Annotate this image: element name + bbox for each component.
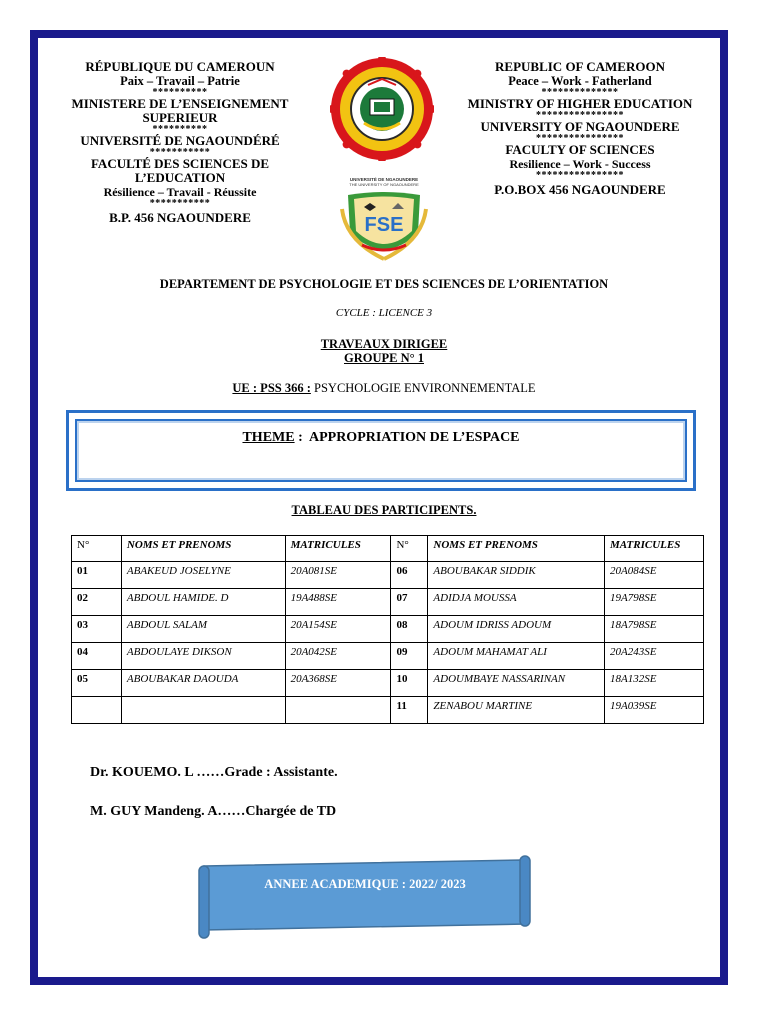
table-row — [72, 589, 704, 616]
participant-name: ABOUBAKAR DAOUDA — [121, 670, 285, 697]
participant-number — [72, 697, 122, 724]
crest-fse-letters: FSE — [364, 214, 404, 236]
participant-name: ABOUBAKAR SIDDIK — [428, 562, 605, 589]
stars-separator: ************** — [541, 87, 619, 98]
faculty-motto-fr: Résilience – Travail - Réussite — [103, 185, 257, 199]
group-label: GROUPE N° 1 — [344, 351, 424, 365]
participant-name: ZENABOU MARTINE — [428, 697, 605, 724]
participant-number: 10 — [391, 670, 428, 697]
td-title: TRAVEAUX DIRIGEE — [320, 337, 448, 351]
table-row — [72, 616, 704, 643]
table-row — [72, 697, 704, 724]
crest-sub-text: THE UNIVERSITY OF NGAOUNDERE — [349, 182, 419, 187]
address-fr: B.P. 456 NGAOUNDERE — [109, 210, 251, 225]
academic-year-banner — [196, 854, 532, 940]
participant-number: 06 — [391, 562, 428, 589]
participant-matricule: 20A154SE — [285, 616, 391, 643]
participant-matricule: 20A081SE — [285, 562, 391, 589]
header-num: N° — [391, 536, 428, 562]
table-title: TABLEAU DES PARTICIPENTS. — [291, 503, 477, 517]
stars-separator: **************** — [536, 110, 624, 121]
department-title: DEPARTEMENT DE PSYCHOLOGIE ET DES SCIENCES DE L’ORIENTATION — [159, 277, 609, 291]
header-right — [460, 60, 700, 197]
country-fr: RÉPUBLIQUE DU CAMEROUN — [85, 59, 275, 74]
ministry-fr: MINISTERE DE L’ENSEIGNEMENT SUPERIEUR — [71, 96, 289, 125]
cycle-label: CYCLE : LICENCE 3 — [335, 307, 433, 319]
header-names: NOMS ET PRENOMS — [428, 536, 605, 562]
participant-matricule: 19A488SE — [285, 589, 391, 616]
supervisor-line: M. GUY Mandeng. A……Chargée de TD — [90, 804, 337, 819]
table-row — [72, 670, 704, 697]
participant-number: 08 — [391, 616, 428, 643]
stars-separator: **************** — [536, 133, 624, 144]
stars-separator: ********** — [152, 124, 208, 135]
header-left — [65, 60, 295, 225]
header-matricules: MATRICULES — [285, 536, 391, 562]
td-heading — [40, 337, 728, 365]
ministry-en: MINISTRY OF HIGHER EDUCATION — [467, 96, 693, 111]
participant-matricule: 19A798SE — [605, 589, 704, 616]
table-row — [72, 562, 704, 589]
ue-line — [40, 381, 728, 396]
stars-separator: **************** — [536, 170, 624, 181]
participant-number: 05 — [72, 670, 122, 697]
faculty-fr: FACULTÉ DES SCIENCES DE L’EDUCATION — [90, 156, 270, 185]
supervisor-line: Dr. KOUEMO. L ……Grade : Assistante. — [90, 765, 338, 780]
participant-name: ABDOUL HAMIDE. D — [121, 589, 285, 616]
participant-name: ADOUM IDRISS ADOUM — [428, 616, 605, 643]
participants-table — [71, 535, 704, 724]
motto-en: Peace – Work - Fatherland — [508, 74, 652, 88]
participant-matricule: 19A039SE — [605, 697, 704, 724]
theme-value: APPROPRIATION DE L’ESPACE — [308, 430, 520, 445]
stars-separator: ********** — [152, 87, 208, 98]
faculty-en: FACULTY OF SCIENCES — [505, 142, 655, 157]
ue-name: PSYCHOLOGIE ENVIRONNEMENTALE — [310, 381, 536, 395]
university-en: UNIVERSITY OF NGAOUNDERE — [480, 119, 680, 134]
header-names: NOMS ET PRENOMS — [121, 536, 285, 562]
university-fr: UNIVERSITÉ DE NGAOUNDÉRÉ — [80, 133, 280, 148]
participant-matricule — [285, 697, 391, 724]
country-en: REPUBLIC OF CAMEROON — [495, 59, 665, 74]
crest-top-text: UNIVERSITÉ DE NGAOUNDERE — [349, 177, 419, 182]
ue-code: UE : PSS 366 : — [232, 381, 311, 395]
theme-label: THEME — [242, 430, 295, 445]
faculty-crest-logo — [338, 175, 430, 263]
participant-name: ABDOUL SALAM — [121, 616, 285, 643]
participant-name: ADIDJA MOUSSA — [428, 589, 605, 616]
theme-box-inner — [75, 419, 687, 482]
participant-name — [121, 697, 285, 724]
theme-box — [66, 410, 696, 491]
participant-matricule: 20A243SE — [605, 643, 704, 670]
address-en: P.O.BOX 456 NGAOUNDERE — [494, 182, 666, 197]
participant-name: ADOUMBAYE NASSARINAN — [428, 670, 605, 697]
academic-year-text: ANNEE ACADEMIQUE : 2022/ 2023 — [264, 877, 466, 891]
participant-matricule: 20A042SE — [285, 643, 391, 670]
participant-matricule: 18A132SE — [605, 670, 704, 697]
stars-separator: *********** — [149, 198, 211, 209]
participant-number: 07 — [391, 589, 428, 616]
participant-number: 02 — [72, 589, 122, 616]
participant-number: 11 — [391, 697, 428, 724]
participant-matricule: 18A798SE — [605, 616, 704, 643]
participant-matricule: 20A084SE — [605, 562, 704, 589]
theme-text — [69, 430, 693, 446]
header-num: N° — [72, 536, 122, 562]
motto-fr: Paix – Travail – Patrie — [120, 74, 240, 88]
participant-name: ABDOULAYE DIKSON — [121, 643, 285, 670]
participant-name: ABAKEUD JOSELYNE — [121, 562, 285, 589]
participant-number: 04 — [72, 643, 122, 670]
stars-separator: *********** — [149, 147, 211, 158]
table-header-row — [72, 536, 704, 562]
participant-number: 01 — [72, 562, 122, 589]
university-seal-logo — [330, 57, 434, 161]
table-row — [72, 643, 704, 670]
participant-matricule: 20A368SE — [285, 670, 391, 697]
header-matricules: MATRICULES — [605, 536, 704, 562]
theme-separator: : — [294, 430, 309, 445]
participant-number: 09 — [391, 643, 428, 670]
participant-number: 03 — [72, 616, 122, 643]
participant-name: ADOUM MAHAMAT ALI — [428, 643, 605, 670]
faculty-motto-en: Resilience – Work - Success — [509, 157, 651, 171]
